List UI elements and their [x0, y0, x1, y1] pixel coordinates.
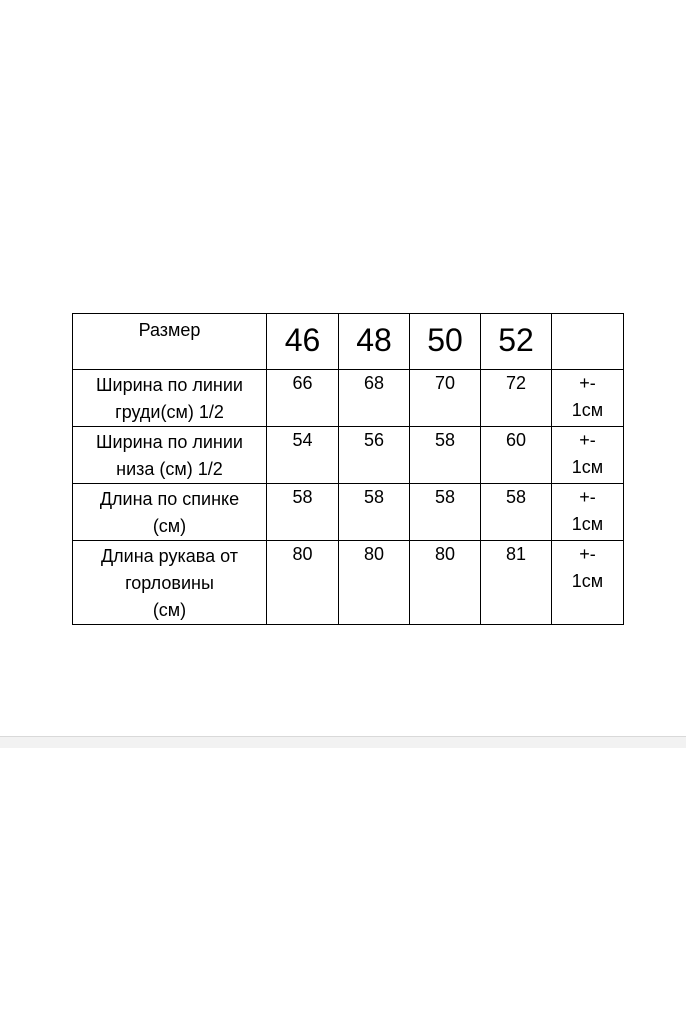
header-label-cell — [73, 314, 267, 370]
tolerance: +- 1см — [571, 544, 604, 591]
value: 54 — [292, 430, 313, 450]
row-label-cell — [73, 484, 267, 541]
size-heading: 46 — [284, 322, 321, 358]
tolerance-cell — [552, 370, 624, 427]
row-label: Длина рукава от горловины (см) — [100, 546, 239, 620]
value-cell — [339, 370, 410, 427]
value: 72 — [505, 373, 527, 393]
size-heading: 52 — [498, 322, 534, 358]
table-row — [73, 541, 624, 625]
value: 58 — [434, 487, 456, 507]
value-cell — [481, 541, 552, 625]
value-cell — [410, 427, 481, 484]
value-cell — [339, 484, 410, 541]
tolerance: +- 1см — [571, 373, 604, 420]
value-cell — [410, 484, 481, 541]
value: 81 — [505, 544, 527, 564]
tolerance-cell — [552, 427, 624, 484]
size-heading: 50 — [427, 322, 463, 358]
value-cell — [267, 370, 339, 427]
value-cell — [481, 484, 552, 541]
value-cell — [410, 370, 481, 427]
value-cell — [339, 541, 410, 625]
value: 60 — [505, 430, 527, 450]
tolerance: +- 1см — [571, 487, 604, 534]
value-cell — [410, 541, 481, 625]
size-46-cell — [267, 314, 339, 370]
row-label-cell — [73, 541, 267, 625]
value-cell — [481, 427, 552, 484]
value: 80 — [292, 544, 313, 564]
tolerance-cell — [552, 541, 624, 625]
size-heading: 48 — [356, 322, 392, 358]
page-bottom-divider — [0, 736, 686, 748]
value: 58 — [363, 487, 385, 507]
value-cell — [267, 541, 339, 625]
value: 80 — [434, 544, 456, 564]
table-row — [73, 427, 624, 484]
value-cell — [267, 427, 339, 484]
row-label: Длина по спинке (см) — [99, 489, 240, 536]
header-label: Размер — [138, 320, 201, 340]
table-header-row — [73, 314, 624, 370]
row-label-cell — [73, 370, 267, 427]
value-cell — [339, 427, 410, 484]
value: 66 — [292, 373, 313, 393]
value: 58 — [505, 487, 527, 507]
value-cell — [481, 370, 552, 427]
tolerance-cell — [552, 484, 624, 541]
size-52-cell — [481, 314, 552, 370]
value: 58 — [434, 430, 456, 450]
row-label: Ширина по линии груди(см) 1/2 — [96, 375, 243, 422]
value-cell — [267, 484, 339, 541]
size-50-cell — [410, 314, 481, 370]
table-row — [73, 370, 624, 427]
value: 68 — [363, 373, 385, 393]
table-row — [73, 484, 624, 541]
value: 70 — [434, 373, 456, 393]
value: 56 — [363, 430, 385, 450]
value: 80 — [363, 544, 385, 564]
size-48-cell — [339, 314, 410, 370]
value: 58 — [292, 487, 313, 507]
tolerance-header-cell — [552, 314, 624, 370]
row-label: Ширина по линии низа (см) 1/2 — [96, 432, 243, 479]
row-label-cell — [73, 427, 267, 484]
tolerance: +- 1см — [571, 430, 604, 477]
size-chart-table — [72, 313, 624, 625]
